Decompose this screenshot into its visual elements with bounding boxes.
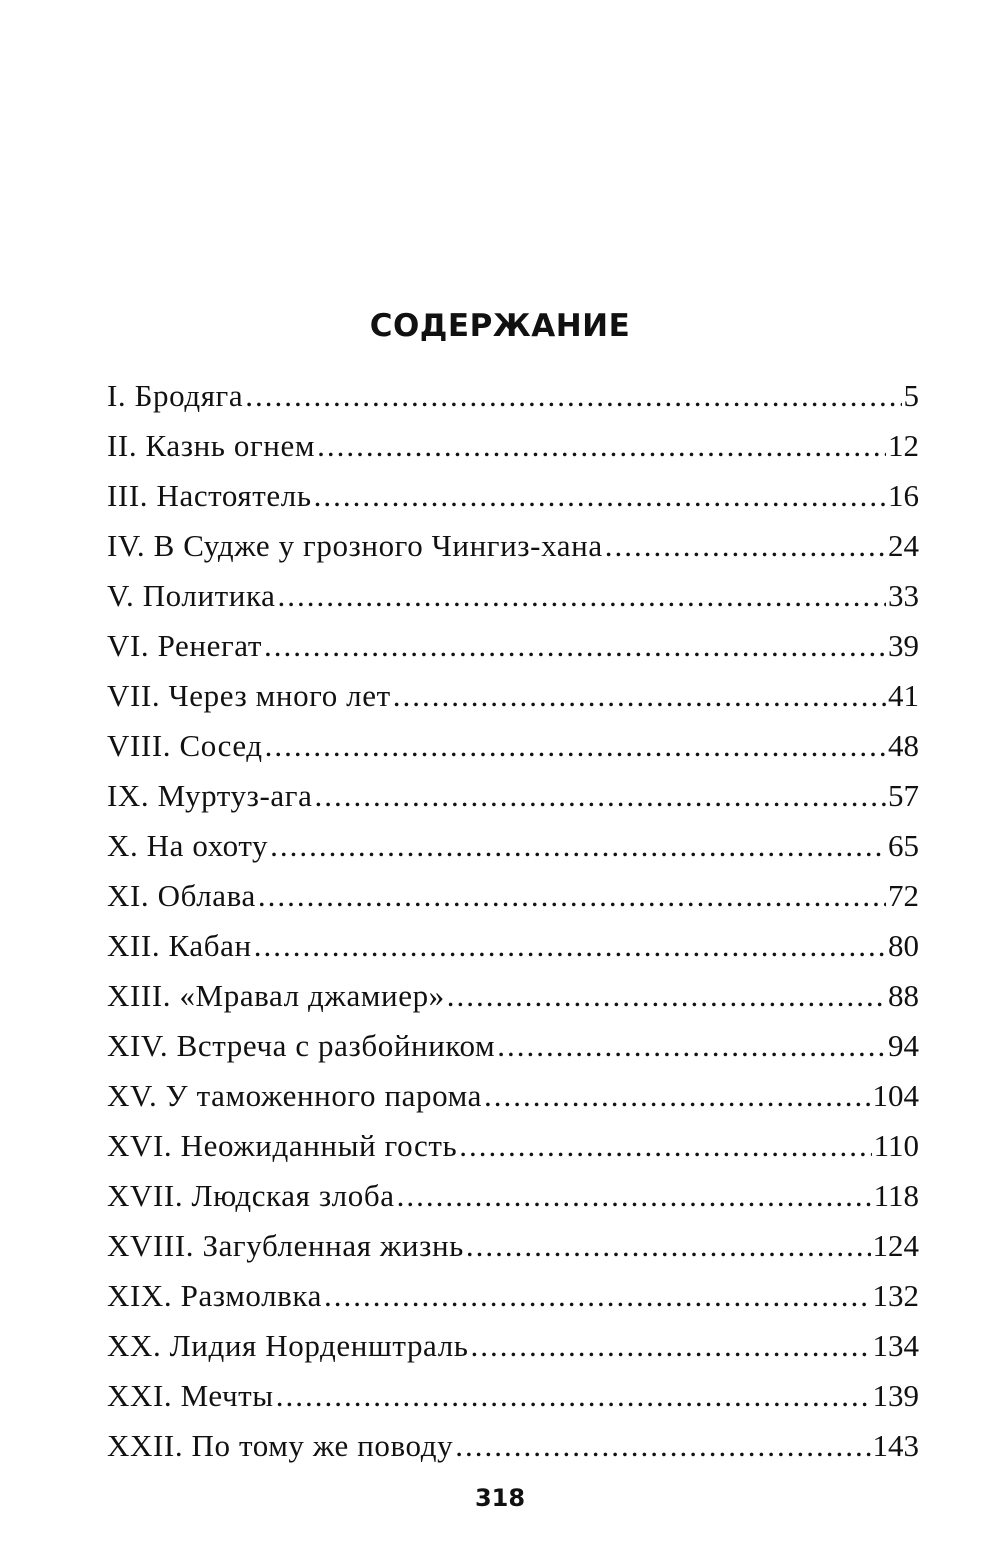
chapter-title: XVIII. Загубленная жизнь: [107, 1228, 464, 1263]
toc-entry: [107, 1328, 919, 1378]
toc-entry: [107, 678, 919, 728]
toc-entry: [107, 378, 919, 428]
chapter-page: 80: [888, 928, 919, 963]
dot-leader: [258, 878, 886, 914]
toc-entry: [107, 528, 919, 578]
dot-leader: [278, 578, 886, 614]
table-of-contents: [107, 378, 919, 1478]
dot-leader: [264, 628, 886, 664]
chapter-page: 110: [873, 1128, 919, 1163]
toc-entry: [107, 728, 919, 778]
chapter-title: I. Бродяга: [107, 378, 244, 413]
chapter-title: VII. Через много лет: [107, 678, 391, 713]
chapter-title: X. На охоту: [107, 828, 269, 863]
chapter-page: 72: [888, 878, 919, 913]
chapter-page: 33: [888, 578, 919, 613]
chapter-title: XXI. Мечты: [107, 1378, 274, 1413]
toc-entry: [107, 478, 919, 528]
chapter-title: XII. Кабан: [107, 928, 252, 963]
toc-entry: [107, 1028, 919, 1078]
toc-entry: [107, 878, 919, 928]
toc-entry: [107, 628, 919, 678]
chapter-page: 57: [888, 778, 919, 813]
dot-leader: [471, 1328, 871, 1364]
toc-entry: [107, 1178, 919, 1228]
chapter-title: III. Настоятель: [107, 478, 312, 513]
chapter-title: XIII. «Мравал джамиер»: [107, 978, 445, 1013]
dot-leader: [254, 928, 886, 964]
dot-leader: [605, 528, 886, 564]
dot-leader: [265, 728, 886, 764]
toc-entry: [107, 1078, 919, 1128]
toc-entry: [107, 828, 919, 878]
dot-leader: [484, 1078, 871, 1114]
chapter-page: 124: [872, 1228, 919, 1263]
chapter-page: 134: [872, 1328, 919, 1363]
toc-entry: [107, 578, 919, 628]
dot-leader: [397, 1178, 872, 1214]
toc-entry: [107, 928, 919, 978]
chapter-page: 143: [872, 1428, 919, 1463]
toc-entry: [107, 1228, 919, 1278]
chapter-title: XX. Лидия Норденштраль: [107, 1328, 469, 1363]
chapter-title: XIV. Встреча с разбойником: [107, 1028, 496, 1063]
chapter-title: XIX. Размолвка: [107, 1278, 322, 1313]
chapter-page: 118: [873, 1178, 919, 1213]
dot-leader: [245, 378, 901, 414]
toc-entry: [107, 1378, 919, 1428]
toc-entry: [107, 428, 919, 478]
chapter-page: 41: [888, 678, 919, 713]
dot-leader: [466, 1228, 871, 1264]
page-title: СОДЕРЖАНИЕ: [369, 308, 631, 344]
chapter-page: 132: [872, 1278, 919, 1313]
dot-leader: [447, 978, 886, 1014]
chapter-title: XVI. Неожиданный гость: [107, 1128, 458, 1163]
chapter-page: 5: [903, 378, 919, 413]
dot-leader: [276, 1378, 871, 1414]
chapter-page: 88: [888, 978, 919, 1013]
chapter-page: 39: [888, 628, 919, 663]
dot-leader: [314, 478, 886, 514]
chapter-page: 94: [888, 1028, 919, 1063]
chapter-page: 16: [888, 478, 919, 513]
chapter-title: IX. Муртуз-ага: [107, 778, 313, 813]
dot-leader: [314, 778, 886, 814]
dot-leader: [455, 1428, 870, 1464]
chapter-page: 48: [888, 728, 919, 763]
dot-leader: [393, 678, 886, 714]
page-number: 318: [474, 1484, 526, 1512]
dot-leader: [459, 1128, 871, 1164]
dot-leader: [324, 1278, 871, 1314]
chapter-title: XI. Облава: [107, 878, 256, 913]
chapter-title: XXII. По тому же поводу: [107, 1428, 454, 1463]
chapter-page: 104: [872, 1078, 919, 1113]
chapter-title: VIII. Сосед: [107, 728, 263, 763]
chapter-page: 139: [872, 1378, 919, 1413]
chapter-title: V. Политика: [107, 578, 276, 613]
dot-leader: [270, 828, 886, 864]
toc-entry: [107, 1128, 919, 1178]
chapter-title: II. Казнь огнем: [107, 428, 316, 463]
chapter-title: XV. У таможенного парома: [107, 1078, 482, 1113]
toc-entry: [107, 778, 919, 828]
toc-entry: [107, 1428, 919, 1478]
chapter-page: 12: [888, 428, 919, 463]
chapter-title: XVII. Людская злоба: [107, 1178, 395, 1213]
dot-leader: [317, 428, 886, 464]
toc-entry: [107, 1278, 919, 1328]
chapter-page: 65: [888, 828, 919, 863]
dot-leader: [497, 1028, 886, 1064]
chapter-title: IV. В Судже у грозного Чингиз-хана: [107, 528, 603, 563]
chapter-page: 24: [888, 528, 919, 563]
chapter-title: VI. Ренегат: [107, 628, 262, 663]
toc-entry: [107, 978, 919, 1028]
